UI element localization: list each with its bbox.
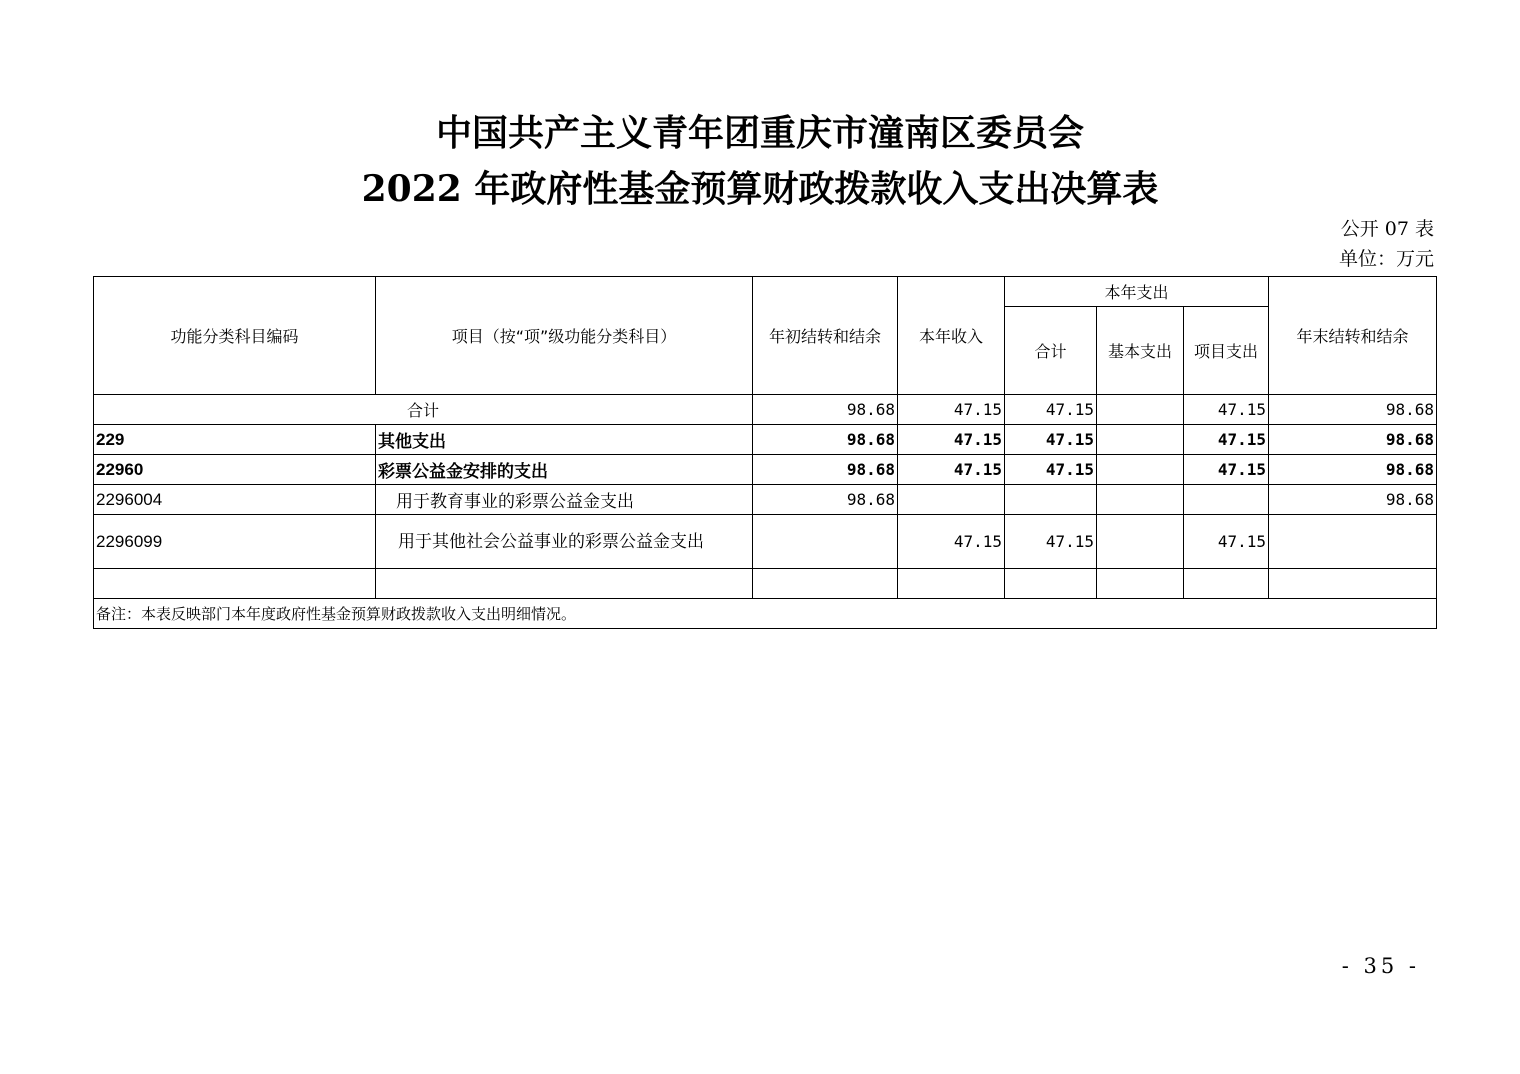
row-code: 2296099 [94,515,376,569]
row-expense-project: 47.15 [1184,515,1269,569]
empty-cell [1184,569,1269,599]
row-name: 用于其他社会公益事业的彩票公益金支出 [376,515,753,569]
total-label: 合计 [94,395,753,425]
table-note: 备注：本表反映部门本年度政府性基金预算财政拨款收入支出明细情况。 [94,599,1437,629]
row-code: 2296004 [94,485,376,515]
row-opening: 98.68 [753,485,898,515]
page-number: - 35 - [1341,954,1420,978]
table-row [94,425,1437,455]
header-item: 项目（按“项”级功能分类科目） [376,277,753,395]
total-expense-project: 47.15 [1184,395,1269,425]
row-opening [753,515,898,569]
header-expense-basic: 基本支出 [1097,307,1184,395]
header-code: 功能分类科目编码 [94,277,376,395]
row-closing: 98.68 [1269,455,1437,485]
row-opening: 98.68 [753,425,898,455]
row-expense-total: 47.15 [1005,425,1097,455]
table-row-empty [94,569,1437,599]
row-expense-basic [1097,485,1184,515]
total-income: 47.15 [898,395,1005,425]
empty-cell [898,569,1005,599]
table-row [94,515,1437,569]
table-row [94,455,1437,485]
header-expense-project: 项目支出 [1184,307,1269,395]
row-code: 22960 [94,455,376,485]
row-expense-basic [1097,425,1184,455]
fund-budget-table [93,276,1437,629]
header-expense-group: 本年支出 [1005,277,1269,307]
header-expense-total: 合计 [1005,307,1097,395]
total-opening: 98.68 [753,395,898,425]
header-income: 本年收入 [898,277,1005,395]
row-code: 229 [94,425,376,455]
table-row-total [94,395,1437,425]
row-name: 用于教育事业的彩票公益金支出 [376,485,753,515]
row-closing: 98.68 [1269,485,1437,515]
document-title-line1: 中国共产主义青年团重庆市潼南区委员会 [435,112,1084,154]
header-opening: 年初结转和结余 [753,277,898,395]
row-expense-total: 47.15 [1005,515,1097,569]
empty-cell [376,569,753,599]
row-name: 其他支出 [376,425,753,455]
row-closing [1269,515,1437,569]
row-expense-basic [1097,515,1184,569]
unit-label: 单位：万元 [1338,248,1434,270]
row-name: 彩票公益金安排的支出 [376,455,753,485]
total-closing: 98.68 [1269,395,1437,425]
row-income: 47.15 [898,425,1005,455]
row-income [898,485,1005,515]
row-opening: 98.68 [753,455,898,485]
row-income: 47.15 [898,455,1005,485]
row-income: 47.15 [898,515,1005,569]
empty-cell [94,569,376,599]
table-code-label: 公开 07 表 [1340,218,1434,240]
empty-cell [1097,569,1184,599]
empty-cell [1269,569,1437,599]
row-expense-basic [1097,455,1184,485]
row-expense-total: 47.15 [1005,455,1097,485]
row-expense-project [1184,485,1269,515]
row-expense-project: 47.15 [1184,425,1269,455]
header-closing: 年末结转和结余 [1269,277,1437,395]
row-closing: 98.68 [1269,425,1437,455]
table-row [94,485,1437,515]
empty-cell [1005,569,1097,599]
row-expense-project: 47.15 [1184,455,1269,485]
document-title-line2: 2022 年政府性基金预算财政拨款收入支出决算表 [361,168,1159,210]
total-expense-basic [1097,395,1184,425]
row-expense-total [1005,485,1097,515]
empty-cell [753,569,898,599]
total-expense-total: 47.15 [1005,395,1097,425]
table-note-row [94,599,1437,629]
